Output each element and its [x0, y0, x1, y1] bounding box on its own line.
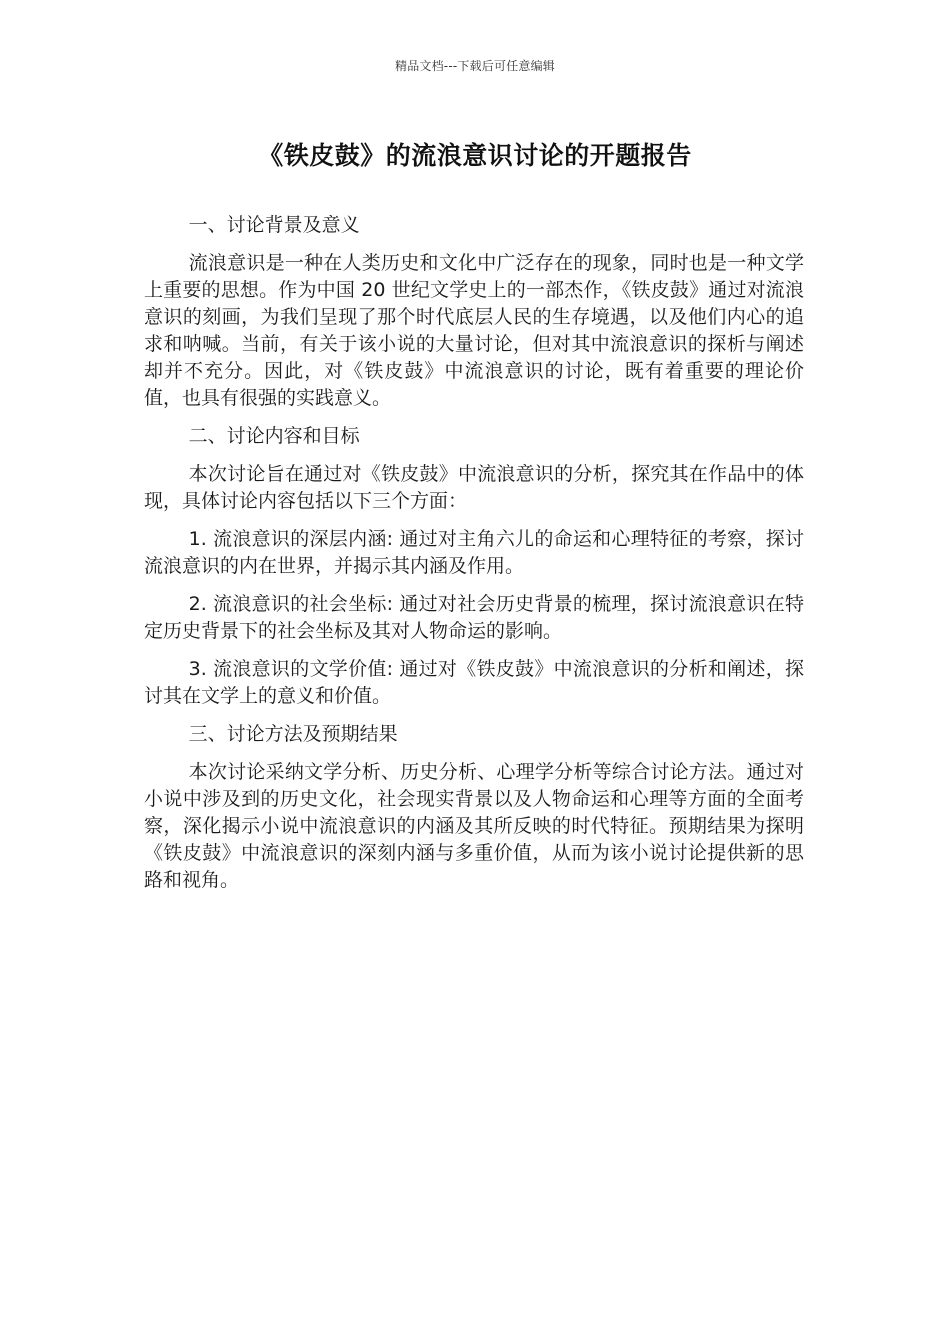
list-item: 1. 流浪意识的深层内涵: 通过对主角六儿的命运和心理特征的考察，探讨流浪意识的内在世界，并揭示其内涵及作用。: [144, 528, 804, 577]
list-item: 3. 流浪意识的文学价值: 通过对《铁皮鼓》中流浪意识的分析和阐述，探讨其在文学上的意义和价值。: [144, 658, 804, 707]
section-heading: 二、讨论内容和目标: [188, 425, 360, 447]
document-body: [144, 212, 804, 905]
section-heading: 一、讨论背景及意义: [188, 214, 360, 236]
section-methods-results: [144, 721, 804, 894]
paragraph: 本次讨论采纳文学分析、历史分析、心理学分析等综合讨论方法。通过对小说中涉及到的历史文化，社会现实背景以及人物命运和心理等方面的全面考察，深化揭示小说中流浪意识的内涵及其所反映的时代特征。预期结果为探明《铁皮鼓》中流浪意识的深刻内涵与多重价值，从而为该小说讨论提供新的思路和视角。: [144, 761, 804, 891]
paragraph: 本次讨论旨在通过对《铁皮鼓》中流浪意识的分析，探究其在作品中的体现，具体讨论内容包括以下三个方面：: [144, 463, 804, 512]
document-title: 《铁皮鼓》的流浪意识讨论的开题报告: [258, 141, 692, 170]
paragraph: 流浪意识是一种在人类历史和文化中广泛存在的现象，同时也是一种文学上重要的思想。作为中国 20 世纪文学史上的一部杰作，《铁皮鼓》通过对流浪意识的刻画，为我们呈现了那个时代底层人民的生存境遇，以及他们内心的追求和呐喊。当前，有关于该小说的大量讨论，但对其中流浪意识的探析与阐述却并不充分。因此，对《铁皮鼓》中流浪意识的讨论，既有着重要的理论价值，也具有很强的实践意义。: [144, 252, 804, 409]
section-content-goals: [144, 423, 804, 710]
section-background: [144, 212, 804, 412]
page-header: 精品文档---下载后可任意编辑: [395, 59, 555, 73]
list-item: 2. 流浪意识的社会坐标: 通过对社会历史背景的梳理，探讨流浪意识在特定历史背景下的社会坐标及其对人物命运的影响。: [144, 593, 804, 642]
section-heading: 三、讨论方法及预期结果: [188, 723, 398, 745]
